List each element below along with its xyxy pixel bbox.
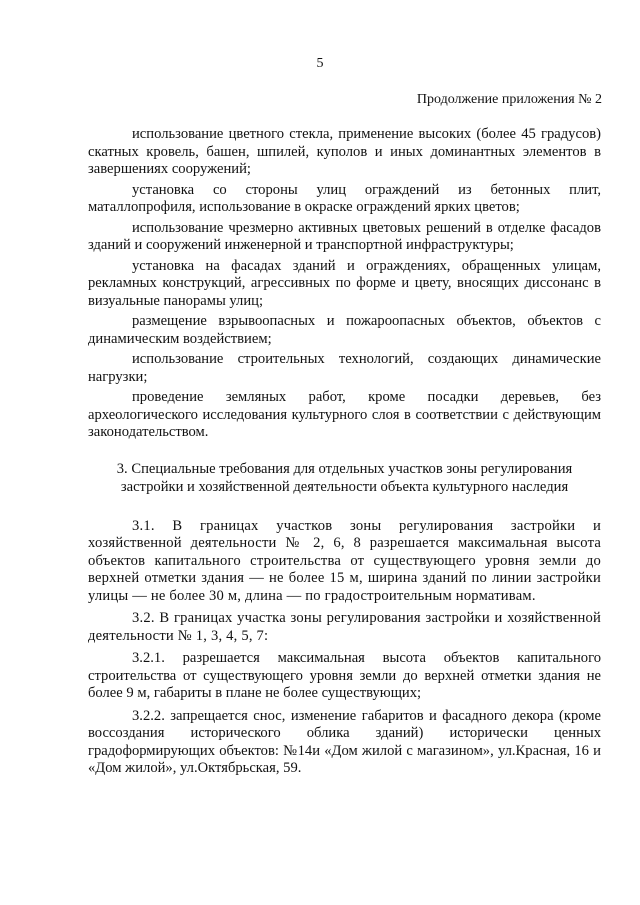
page-number: 5 <box>316 56 324 71</box>
paragraph-3-2: 3.2. В границах участка зоны регулирования застройки и хозяйственной деятельности № 1, 3, 4, 5, 7: <box>88 610 601 644</box>
list-item: установка на фасадах зданий и ограждениях, обращенных улицам, рекламных конструкций, агрессивных по форме и цвету, вносящих диссонанс в визуальные панорамы улиц; <box>88 257 601 309</box>
prohibitions-list <box>88 126 601 442</box>
document-body <box>88 126 601 783</box>
paragraph-3-2-2: 3.2.2. запрещается снос, изменение габаритов и фасадного декора (кроме воссоздания исторического облика зданий) исторически ценных градоформирующих объектов: №14и «Дом жилой с магазином», ул.Красная, 16 и «Дом жилой», ул.Октябрьская, 59. <box>88 707 601 776</box>
list-item: использование чрезмерно активных цветовых решений в отделке фасадов зданий и сооружений инженерной и транспортной инфраструктуры; <box>88 219 601 253</box>
list-item: проведение земляных работ, кроме посадки деревьев, без археологического исследования культурного слоя в соответствии с действующим законодательством. <box>88 389 601 440</box>
list-item: использование цветного стекла, применение высоких (более 45 градусов) скатных кровель, башен, шпилей, куполов и иных доминантных элементов в завершениях сооружений; <box>88 126 601 177</box>
appendix-label: Продолжение приложения № 2 <box>416 92 602 107</box>
section-paragraphs <box>88 518 601 778</box>
list-item: установка со стороны улиц ограждений из бетонных плит, маталлопрофиля, использование в окраске ограждений ярких цветов; <box>88 181 601 215</box>
paragraph-3-1: 3.1. В границах участков зоны регулирования застройки и хозяйственной деятельности № 2, 6, 8 разрешается максимальная высота объектов капитального строительства от существующего уровня земли до верхней отметки здания — не более 15 м, ширина зданий по линии застройки улицы — не более 30 м, длина — по градостроительным нормативам. <box>88 517 601 604</box>
list-item: размещение взрывоопасных и пожароопасных объектов, объектов с динамическим воздействием; <box>88 313 601 347</box>
paragraph-3-2-1: 3.2.1. разрешается максимальная высота объектов капитального строительства от существующего уровня земли до верхней отметки здания не более 9 м, габариты в плане не более существующих; <box>88 650 601 701</box>
list-item: использование строительных технологий, создающих динамические нагрузки; <box>88 351 601 385</box>
section-heading: 3. Специальные требования для отдельных участков зоны регулирования застройки и хозяйственной деятельности объекта культурного наследия <box>116 460 573 495</box>
